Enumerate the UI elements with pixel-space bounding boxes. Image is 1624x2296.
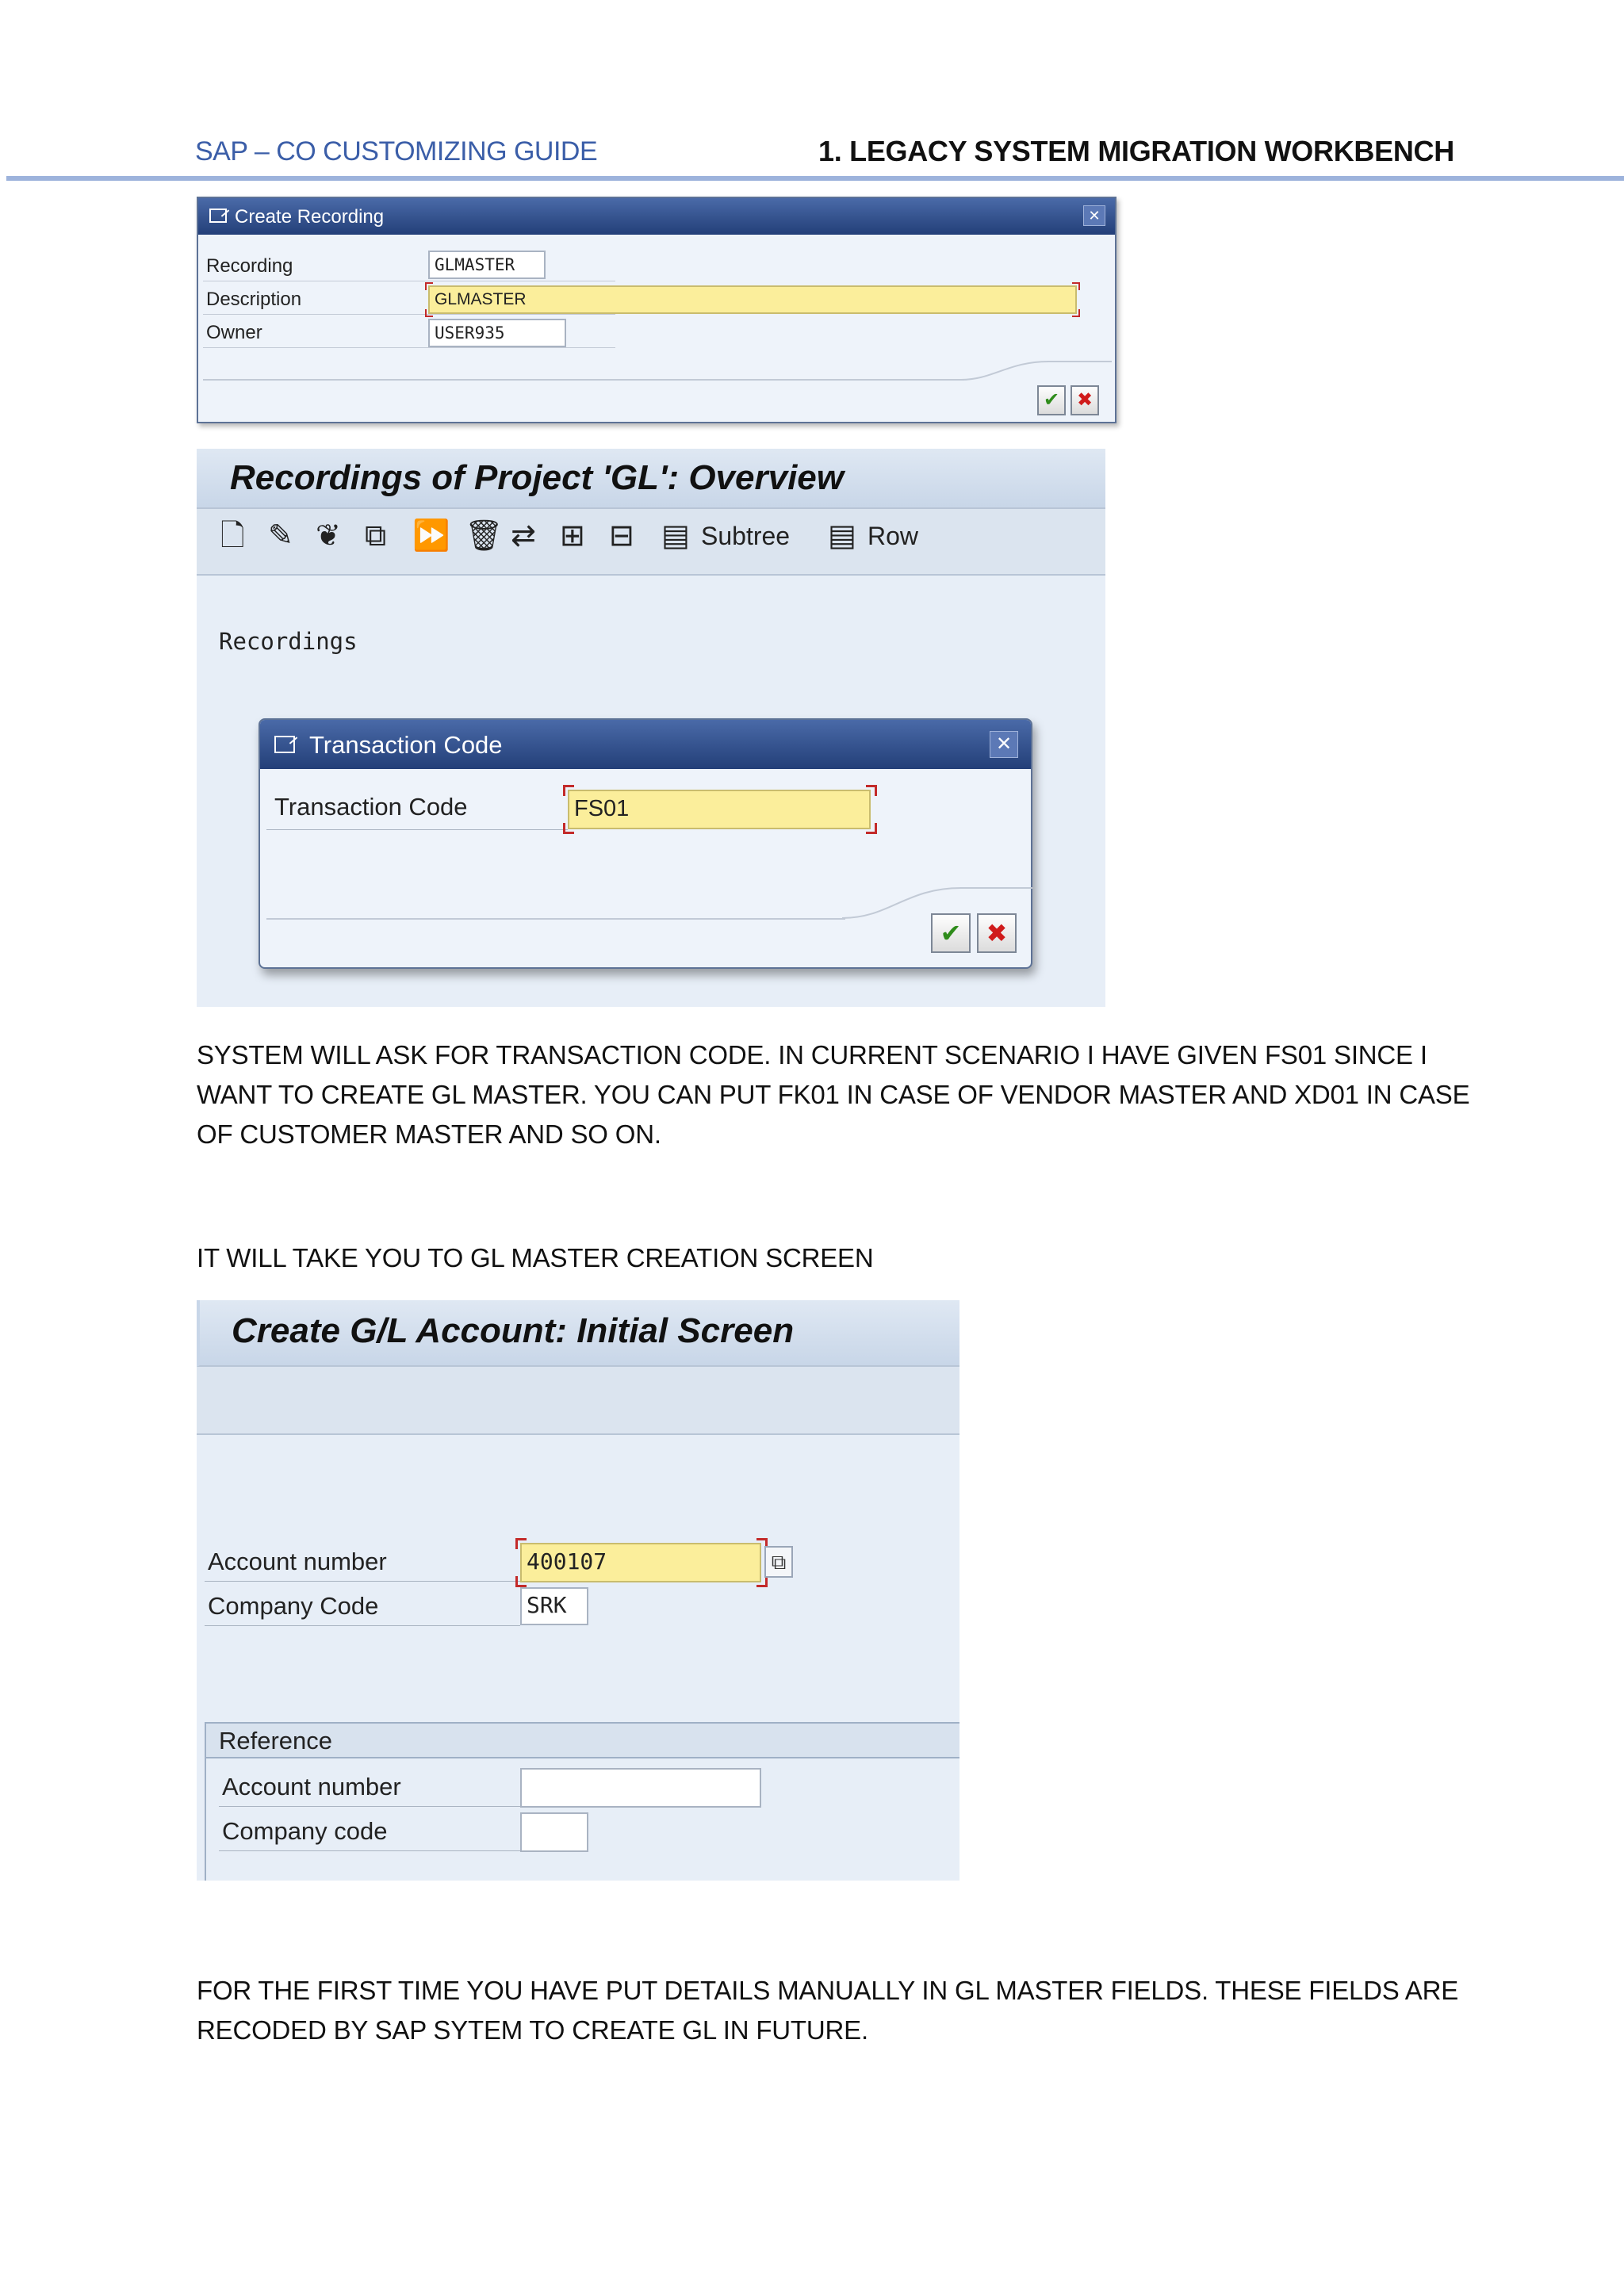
- subtree-button[interactable]: Subtree: [701, 522, 791, 550]
- reference-account-number-field[interactable]: [520, 1768, 761, 1808]
- cancel-button[interactable]: ✖: [1071, 385, 1099, 415]
- paragraph-first-time: FOR THE FIRST TIME YOU HAVE PUT DETAILS MANUALLY IN GL MASTER FIELDS. THESE FIELDS ARE RECODED BY SAP SYTEM TO CREATE GL IN FUTURE.: [197, 1976, 1459, 2045]
- gl-title-text: Create G/L Account: Initial Screen: [232, 1311, 795, 1350]
- paragraph-gl-screen: IT WILL TAKE YOU TO GL MASTER CREATION SCREEN: [197, 1243, 874, 1272]
- display-glasses-icon[interactable]: ❦: [316, 519, 341, 553]
- account-number-field[interactable]: 400107: [520, 1543, 761, 1582]
- account-number-label: Account number: [208, 1548, 387, 1575]
- transaction-code-label: Transaction Code: [274, 793, 468, 821]
- create-gl-account-screen: [197, 1300, 959, 1881]
- search-help-icon[interactable]: ⧉: [764, 1546, 793, 1578]
- owner-label: Owner: [206, 322, 262, 343]
- recording-label: Recording: [206, 255, 293, 277]
- dialog-separator-curve: [961, 360, 1112, 384]
- dialog-window-icon: [274, 736, 295, 753]
- screen-title: [197, 1300, 959, 1367]
- reference-group-header: [205, 1722, 959, 1758]
- overview-toolbar: [197, 509, 1105, 576]
- new-document-icon[interactable]: 🗋: [220, 519, 245, 553]
- screen-title: [197, 449, 1105, 509]
- company-code-field[interactable]: SRK: [520, 1587, 588, 1625]
- document-header-right: 1. LEGACY SYSTEM MIGRATION WORKBENCH: [818, 135, 1454, 167]
- expand-icon[interactable]: ⊞: [560, 519, 585, 553]
- reference-title: Reference: [219, 1727, 333, 1755]
- subtree-icon[interactable]: ▤: [661, 519, 690, 553]
- paragraph-transaction-code: SYSTEM WILL ASK FOR TRANSACTION CODE. IN CURRENT SCENARIO I HAVE GIVEN FS01 SINCE I WANT TO CREATE GL MASTER. YOU CAN PUT FK01 IN CASE OF VENDOR MASTER AND XD01 IN CASE OF CUSTOMER MASTER AND SO ON.: [197, 1040, 1470, 1149]
- dialog-title-bar: [198, 198, 1115, 235]
- owner-field[interactable]: USER935: [428, 319, 566, 347]
- dialog-window-icon: [209, 209, 227, 223]
- reference-company-code-label: Company code: [222, 1817, 388, 1845]
- row-button[interactable]: Row: [868, 522, 919, 550]
- transaction-code-dialog: [259, 718, 1032, 969]
- document-header-left: SAP – CO CUSTOMIZING GUIDE: [195, 136, 598, 166]
- recording-field[interactable]: GLMASTER: [428, 251, 546, 279]
- overview-title-text: Recordings of Project 'GL': Overview: [230, 458, 844, 497]
- dialog-title: Create Recording: [235, 206, 385, 228]
- row-icon[interactable]: ▤: [828, 519, 856, 553]
- cancel-button[interactable]: ✖: [977, 913, 1017, 953]
- dialog-title-bar: [260, 720, 1031, 769]
- delete-trash-icon[interactable]: 🗑: [465, 519, 504, 553]
- confirm-button[interactable]: ✔: [1037, 385, 1066, 415]
- company-code-label: Company Code: [208, 1592, 379, 1620]
- recordings-label: Recordings: [219, 628, 358, 655]
- header-divider: [6, 176, 1624, 181]
- execute-icon[interactable]: ⏩: [412, 519, 450, 553]
- reference-company-code-field[interactable]: [520, 1812, 588, 1852]
- collapse-icon[interactable]: ⊟: [609, 519, 634, 553]
- move-icon[interactable]: ⇄: [511, 519, 536, 553]
- close-icon[interactable]: ✕: [990, 731, 1018, 758]
- gl-toolbar: [197, 1367, 959, 1435]
- create-recording-dialog: [197, 197, 1116, 423]
- copy-icon[interactable]: ⧉: [365, 519, 387, 553]
- recordings-overview-screen: [197, 449, 1105, 1007]
- description-field[interactable]: GLMASTER: [428, 285, 1077, 314]
- reference-account-number-label: Account number: [222, 1773, 401, 1800]
- description-label: Description: [206, 289, 302, 310]
- transaction-code-field[interactable]: FS01: [568, 790, 871, 829]
- edit-pencil-icon[interactable]: ✎: [268, 519, 293, 553]
- dialog-title: Transaction Code: [309, 731, 503, 759]
- close-icon[interactable]: ✕: [1083, 205, 1105, 226]
- confirm-button[interactable]: ✔: [931, 913, 971, 953]
